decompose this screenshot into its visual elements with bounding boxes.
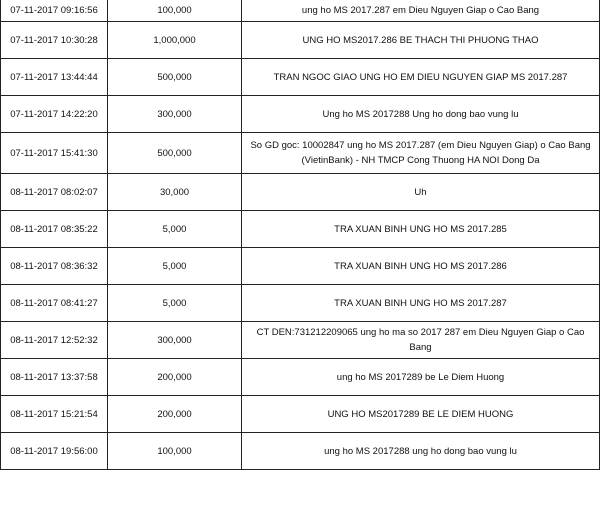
description-cell: TRA XUAN BINH UNG HO MS 2017.286 [242,248,600,285]
table-row [1,0,600,22]
table-row [1,322,600,359]
date-cell: 08-11-2017 08:02:07 [1,174,108,211]
date-cell: 08-11-2017 08:35:22 [1,211,108,248]
description-cell: UNG HO MS2017.286 BE THACH THI PHUONG THAO [242,22,600,59]
table-row [1,285,600,322]
amount-cell: 5,000 [108,211,242,248]
amount-cell: 100,000 [108,0,242,22]
description-cell: TRAN NGOC GIAO UNG HO EM DIEU NGUYEN GIAP MS 2017.287 [242,59,600,96]
table-row [1,248,600,285]
table-row [1,174,600,211]
amount-cell: 5,000 [108,248,242,285]
description-text: So GD goc: 10002847 ung ho MS 2017.287 (em Dieu Nguyen Giap) o Cao Bang (VietinBank) - NH TMCP Cong Thuong HA NOI Dong Da [250,140,591,166]
description-cell: ung ho MS 2017288 ung ho dong bao vung lu [242,433,600,470]
date-cell: 08-11-2017 08:36:32 [1,248,108,285]
amount-cell: 200,000 [108,396,242,433]
table-row [1,59,600,96]
table-row [1,96,600,133]
table-row [1,359,600,396]
amount-cell: 500,000 [108,59,242,96]
table-row [1,133,600,174]
date-cell: 07-11-2017 10:30:28 [1,22,108,59]
date-cell: 08-11-2017 08:41:27 [1,285,108,322]
table-row [1,22,600,59]
date-cell: 07-11-2017 14:22:20 [1,96,108,133]
amount-cell: 30,000 [108,174,242,211]
description-cell: UNG HO MS2017289 BE LE DIEM HUONG [242,396,600,433]
date-cell: 08-11-2017 12:52:32 [1,322,108,359]
date-cell: 08-11-2017 15:21:54 [1,396,108,433]
amount-cell: 300,000 [108,96,242,133]
table-row [1,211,600,248]
table-row [1,396,600,433]
date-cell: 07-11-2017 09:16:56 [1,0,108,22]
amount-cell: 300,000 [108,322,242,359]
amount-cell: 5,000 [108,285,242,322]
description-cell [242,133,600,174]
date-cell: 07-11-2017 15:41:30 [1,133,108,174]
date-cell: 07-11-2017 13:44:44 [1,59,108,96]
description-cell: ung ho MS 2017289 be Le Diem Huong [242,359,600,396]
description-cell: CT DEN:731212209065 ung ho ma so 2017 287 em Dieu Nguyen Giap o Cao Bang [242,322,600,359]
description-cell: Uh [242,174,600,211]
description-cell: ung ho MS 2017.287 em Dieu Nguyen Giap o Cao Bang [242,0,600,22]
date-cell: 08-11-2017 19:56:00 [1,433,108,470]
date-cell: 08-11-2017 13:37:58 [1,359,108,396]
description-cell: TRA XUAN BINH UNG HO MS 2017.287 [242,285,600,322]
amount-cell: 100,000 [108,433,242,470]
description-cell: Ung ho MS 2017288 Ung ho dong bao vung lu [242,96,600,133]
table-row [1,433,600,470]
amount-cell: 1,000,000 [108,22,242,59]
amount-cell: 200,000 [108,359,242,396]
amount-cell: 500,000 [108,133,242,174]
description-cell: TRA XUAN BINH UNG HO MS 2017.285 [242,211,600,248]
